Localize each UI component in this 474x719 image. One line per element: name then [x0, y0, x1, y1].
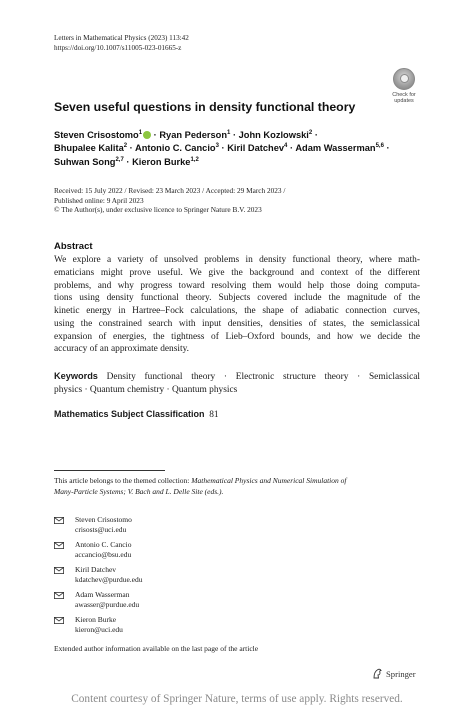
envelope-icon [54, 567, 64, 574]
author-name[interactable]: Antonio C. Cancio [135, 143, 216, 154]
collection-editors: Many-Particle Systems; V. Bach and L. Delle Site (eds.). [54, 486, 224, 496]
keywords-block [54, 370, 420, 397]
journal-issue: Letters in Mathematical Physics (2023) 113:42 [54, 34, 189, 42]
contact-name: Steven Crisostomo [75, 515, 132, 524]
msc-block [54, 409, 219, 420]
abstract-line: tions using density functional theory. Subjects covered include the magnitude of the [54, 293, 420, 304]
author-list: Steven Crisostomo$^1$ · Ryan Pederson$^1$ · John Kozlowski$^2$ · Bhupalee Kalita$^2$ · Antonio C. Cancio$^3$ · Kiril Datchev$^4$ · Adam Wasserman$^{5,6}$ · Suhwan Song$^{2,7}$ · Kieron Burke$^{1,2}$ [54, 130, 390, 167]
affiliation-sup: 5,6 [375, 143, 384, 150]
abstract-heading: Abstract [54, 241, 93, 252]
footnote-divider [54, 470, 165, 471]
author-name[interactable]: John Kozlowski [238, 130, 309, 140]
affiliation-sup: 4 [284, 143, 288, 150]
keywords-line: physics · Quantum chemistry · Quantum physics [54, 384, 238, 395]
contact-entry [54, 615, 143, 635]
check-for-updates-icon [393, 68, 415, 90]
contact-email[interactable]: accancio@bsu.edu [75, 550, 132, 559]
affiliation-sup: 1 [227, 130, 231, 136]
contact-name: Adam Wasserman [75, 590, 130, 599]
author-name[interactable]: Ryan Pederson [159, 130, 228, 140]
msc-label: Mathematics Subject Classification [54, 409, 205, 419]
envelope-icon [54, 542, 64, 549]
badge-line2: updates [394, 98, 414, 104]
abstract-line: ematicians might prove useful. We give the background and context of the different [54, 267, 420, 278]
contact-name: Kiril Datchev [75, 565, 117, 574]
journal-citation [54, 34, 189, 53]
collection-prefix: This article belongs to the themed collection: [54, 476, 192, 485]
author-name[interactable]: Suhwan Song [54, 156, 116, 167]
author-name[interactable]: Kiril Datchev [227, 143, 285, 154]
contact-email[interactable]: kdatchev@purdue.edu [75, 575, 143, 584]
author-name[interactable]: Bhupalee Kalita [54, 143, 124, 154]
abstract-line: using the constrained search with input densities, densities of states, the semiclassical [54, 318, 420, 329]
contact-email[interactable]: awasser@purdue.edu [75, 600, 140, 609]
paper-title: Seven useful questions in density functional theory [54, 100, 356, 114]
envelope-icon [54, 617, 64, 624]
orcid-icon[interactable] [143, 131, 151, 139]
badge-line1: Check for [392, 92, 416, 98]
author-name[interactable]: Steven Crisostomo [54, 130, 139, 140]
contact-entry [54, 540, 143, 560]
contact-name: Antonio C. Cancio [75, 540, 132, 549]
collection-title: Mathematical Physics and Numerical Simulation of [191, 476, 347, 485]
publication-dates [54, 186, 285, 215]
keywords-line: Density functional theory · Electronic structure theory · Semiclassical [106, 372, 420, 382]
contact-list [54, 515, 143, 640]
abstract-line: We explore a variety of unsolved problems in density functional theory, where math- [54, 255, 420, 265]
copyright-line: © The Author(s), under exclusive licence to Springer Nature B.V. 2023 [54, 205, 262, 215]
check-for-updates-badge[interactable] [386, 68, 422, 102]
springer-horse-icon [372, 668, 383, 679]
contact-email[interactable]: crisosts@uci.edu [75, 525, 127, 534]
doi-link[interactable]: https://doi.org/10.1007/s11005-023-01665-z [54, 43, 182, 52]
author-name[interactable]: Adam Wasserman [295, 143, 376, 154]
publisher-logo [372, 668, 416, 679]
published-line: Published online: 9 April 2023 [54, 195, 144, 205]
affiliation-sup: 3 [215, 143, 219, 150]
affiliation-sup: 1 [138, 130, 143, 136]
contact-email[interactable]: kieron@uci.edu [75, 625, 123, 634]
courtesy-footer: Content courtesy of Springer Nature, terms of use apply. Rights reserved. [71, 693, 403, 705]
affiliation-sup: 2 [123, 143, 128, 150]
envelope-icon [54, 592, 64, 599]
contact-entry [54, 590, 143, 610]
extended-author-info: Extended author information available on the last page of the article [54, 644, 259, 653]
contact-entry [54, 515, 143, 535]
keywords-label: Keywords [54, 371, 98, 381]
affiliation-sup: 1,2 [190, 156, 199, 163]
abstract-line: accuracy of an approximate density. [54, 344, 190, 355]
collection-note [54, 476, 424, 497]
publisher-name: Springer [386, 669, 416, 679]
abstract-line: expansion of energies, the tightness of Lieb–Oxford bounds, and how we decide the [54, 331, 420, 342]
contact-name: Kieron Burke [75, 615, 117, 624]
abstract-line: problems, and why progress toward resolving them would help those doing computa- [54, 280, 420, 291]
author-name[interactable]: Kieron Burke [132, 156, 191, 167]
history-line: Received: 15 July 2022 / Revised: 23 March 2023 / Accepted: 29 March 2023 / [54, 186, 286, 195]
affiliation-sup: 2 [308, 130, 313, 136]
msc-value: 81 [209, 410, 219, 420]
abstract-line: kinetic energy in Hartree–Fock calculations, the shape of adiabatic connection curves, [54, 306, 420, 316]
contact-entry [54, 565, 143, 585]
envelope-icon [54, 517, 64, 524]
abstract-body [54, 254, 420, 356]
affiliation-sup: 2,7 [115, 156, 124, 163]
